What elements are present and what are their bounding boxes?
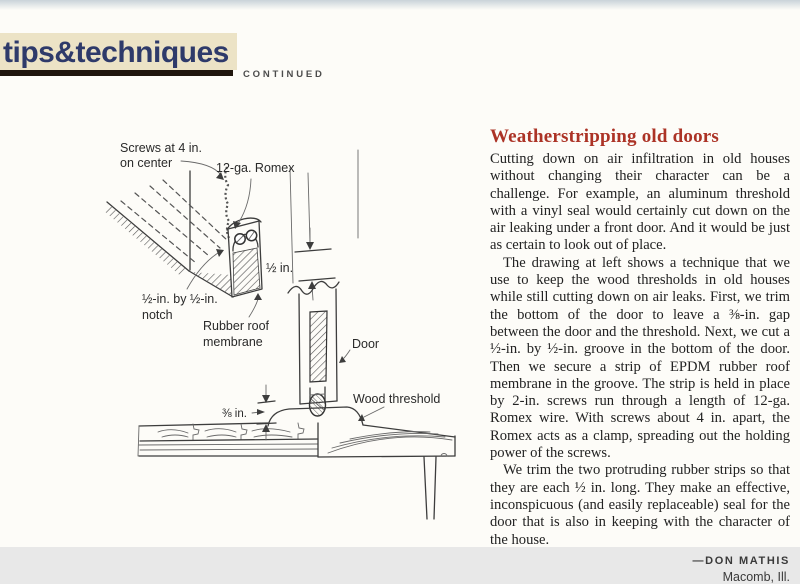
romex-label: 12-ga. Romex [216, 161, 295, 175]
article-paragraph: Cutting down on air infiltration in old houses without changing their character can be a challenge. For example, an aluminum threshold with a vinyl seal would certainly cut down on the air leaking under a front door. And it would be just as certain to look out of place. [490, 151, 790, 254]
screws-label-line1: Screws at 4 in. [120, 141, 202, 155]
masthead-title: tips&techniques [3, 36, 229, 69]
groove-cross-section [227, 218, 262, 297]
signature-block [490, 555, 790, 584]
diagram-callouts [120, 141, 440, 421]
threshold-and-floor [138, 407, 455, 519]
notch-label-line2: notch [142, 308, 173, 322]
gap-dimension [222, 385, 276, 440]
author-byline: —DON MATHIS [692, 554, 790, 567]
membrane-label-line2: membrane [203, 335, 263, 349]
notch-label-line1: ½-in. by ½-in. [142, 292, 218, 306]
door-label: Door [352, 337, 380, 351]
author-location: Macomb, Ill. [722, 569, 790, 584]
door-section [288, 281, 339, 416]
article [490, 126, 790, 584]
article-title: Weatherstripping old doors [490, 126, 719, 147]
article-paragraph: The drawing at left shows a technique that we use to keep the wood thresholds in old houses while still cutting down on air leaks. First, we trim the bottom of the door to leave a ⅜-in. gap between the door and the threshold. Next, we cut a ½-in. by ½-in. groove in the bottom of the door. Then we secure a strip of EPDM rubber roof membrane in the groove. The strip is held in place by 2-in. screws run through a length of 12-ga. Romex wire. With screws about 4 in. apart, the Romex acts as a clamp, spreading out the holding power of the screws. [490, 254, 790, 462]
three-eighths-label: ⅜ in. [222, 408, 247, 420]
membrane-label-line1: Rubber roof [203, 319, 270, 333]
rubber-strip-in-groove [310, 311, 327, 382]
half-inch-label: ½ in. [266, 261, 294, 275]
continued-label: CONTINUED [243, 69, 325, 80]
threshold-label: Wood threshold [353, 392, 441, 406]
article-paragraph: We trim the two protruding rubber strips so that they are each ½ in. long. They make an effective, inconspicuous (and easily replaceable) seal for the door that is also in keeping with the character of the house. [490, 462, 790, 548]
screws-label-line2: on center [120, 156, 173, 170]
